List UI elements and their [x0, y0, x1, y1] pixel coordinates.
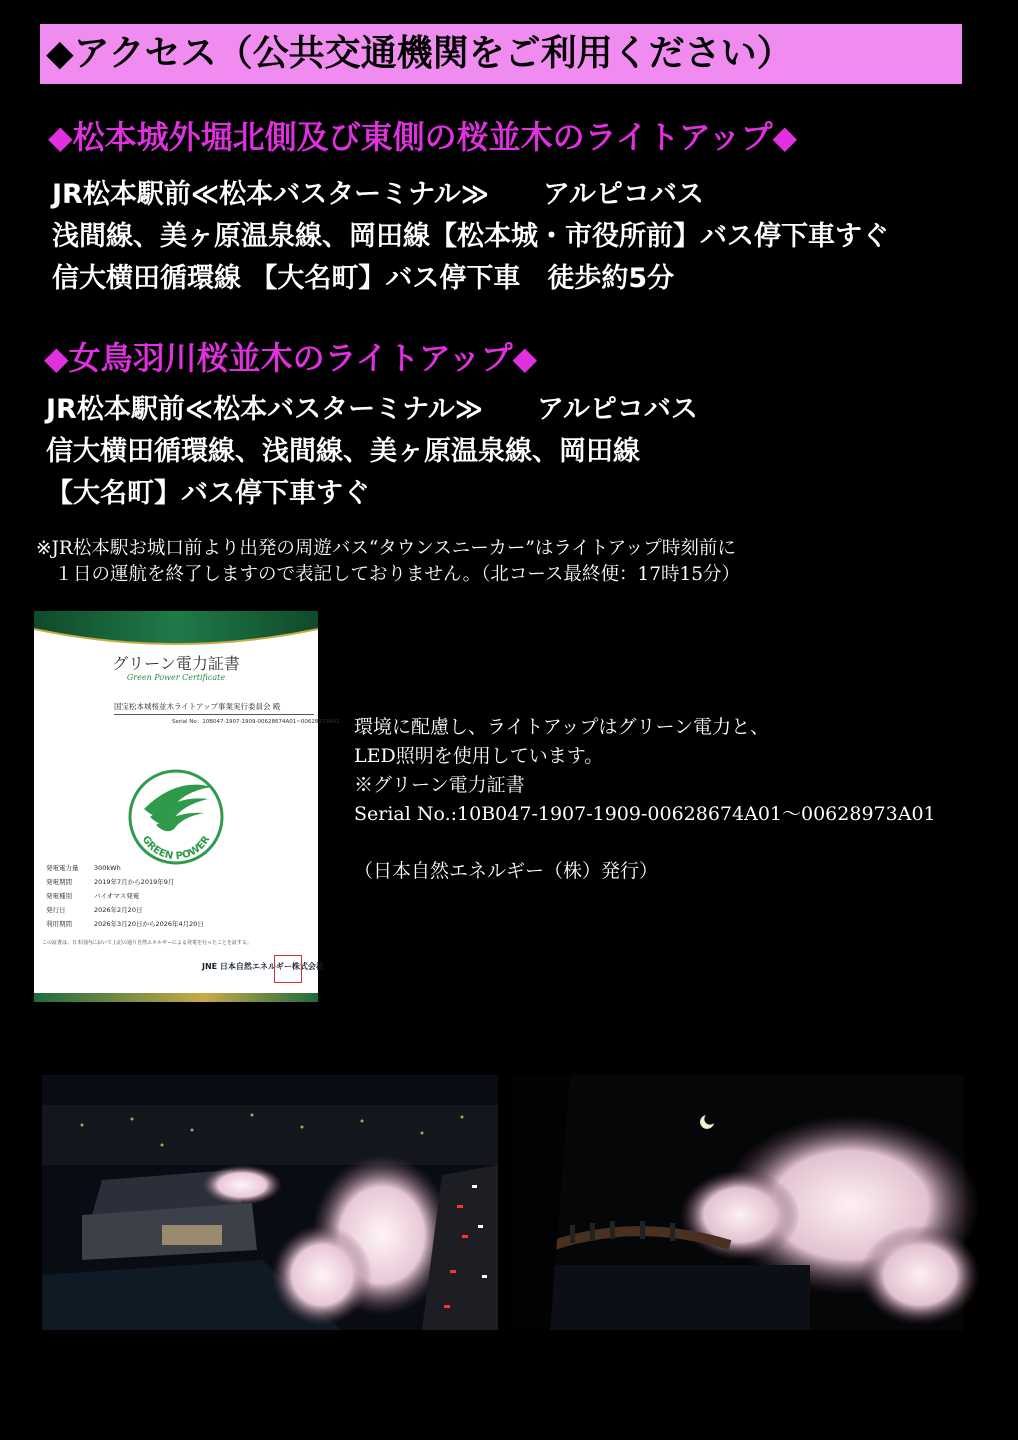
- note-line: １日の運航を終了しますので表記しておりません。（北コース最終便：17時15分）: [36, 564, 741, 585]
- certificate-footer-band: [34, 993, 318, 1002]
- certificate-row: 発電期間 2019年7月から2019年9月: [46, 878, 175, 886]
- green-issuer: （日本自然エネルギー（株）発行）: [354, 860, 659, 882]
- section2-title: ◆女鳥羽川桜並木のライトアップ◆: [44, 339, 538, 377]
- route-line: 【大名町】バス停下車すぐ: [46, 478, 370, 509]
- certificate-title: グリーン電力証書: [112, 654, 240, 673]
- certificate-recipient: 国宝松本城桜並木ライトアップ事業実行委員会 殿: [114, 701, 314, 715]
- green-line: Serial No.:10B047-1907-1909-00628674A01～00628973A01: [354, 803, 936, 825]
- route-line: JR松本駅前≪松本バスターミナル≫ アルピコバス: [46, 394, 698, 425]
- certificate-serial: Serial No：10B047-1907-1909-00628674A01~00628973A01: [172, 719, 340, 725]
- section1-routes: [52, 174, 889, 300]
- certificate-row: 発電電力量 300kWh: [46, 864, 121, 872]
- bridge-blossom-photo: [510, 1075, 964, 1330]
- certificate-subtitle: Green Power Certificate: [126, 673, 226, 682]
- section2-routes: [46, 389, 698, 515]
- logo-text: GREEN POWER: [139, 834, 213, 863]
- certificate-row: 利用期間 2026年3月20日から2026年4月20日: [46, 920, 204, 928]
- castle-moat-photo: [42, 1075, 498, 1330]
- certificate-issuer: JNE 日本自然エネルギー株式会社: [202, 962, 324, 971]
- route-line: JR松本駅前≪松本バスターミナル≫ アルピコバス: [52, 179, 704, 210]
- note-line: ※JR松本駅お城口前より出発の周遊バス“タウンスニーカー”はライトアップ時刻前に: [36, 538, 736, 559]
- certificate-row: 発行日 2026年2月20日: [46, 906, 143, 914]
- access-banner: ◆アクセス（公共交通機関をご利用ください）: [40, 24, 962, 84]
- green-power-logo-icon: [116, 757, 236, 877]
- green-power-text: [354, 713, 936, 886]
- seal-icon: [274, 955, 302, 983]
- certificate-footer: この証書は、日本国内において上記の通り自然エネルギーによる発電を行ったことを証する。: [42, 940, 253, 946]
- svg-text:GREEN POWER: [140, 834, 213, 862]
- green-line: LED照明を使用しています。: [354, 745, 604, 767]
- bus-note: [36, 536, 740, 588]
- route-line: 信大横田循環線、浅間線、美ヶ原温泉線、岡田線: [46, 436, 640, 467]
- green-power-certificate: [34, 611, 340, 1002]
- green-line: ※グリーン電力証書: [354, 774, 525, 796]
- green-line: 環境に配慮し、ライトアップはグリーン電力と、: [354, 716, 770, 738]
- certificate-row: 発電種別 バイオマス発電: [46, 892, 140, 900]
- route-line: 浅間線、美ヶ原温泉線、岡田線【松本城・市役所前】バス停下車すぐ: [52, 221, 889, 252]
- route-line: 信大横田循環線 【大名町】バス停下車 徒歩約5分: [52, 263, 675, 294]
- section1-title: ◆松本城外堀北側及び東側の桜並木のライトアップ◆: [48, 118, 798, 156]
